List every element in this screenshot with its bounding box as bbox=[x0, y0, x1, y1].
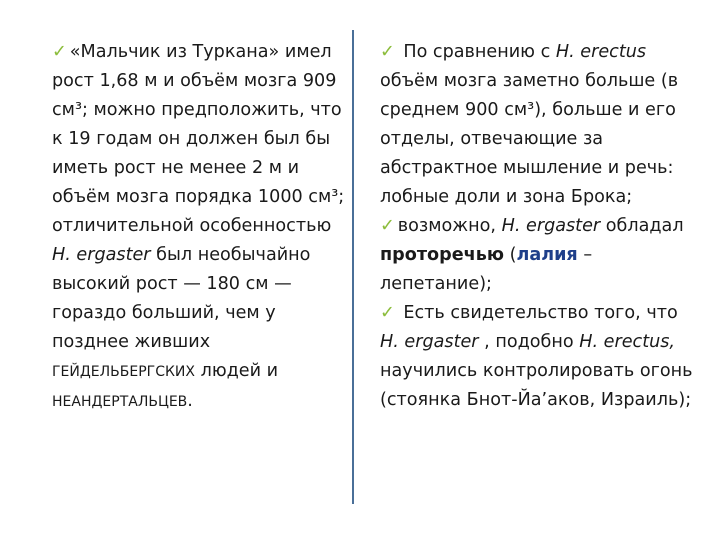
text: . bbox=[187, 391, 193, 411]
text: Есть свидетельство того, что bbox=[403, 303, 678, 323]
species-name: H. erectus, bbox=[579, 332, 676, 352]
text: обладал bbox=[605, 216, 684, 236]
text: По сравнению с bbox=[403, 42, 551, 62]
left-column bbox=[52, 38, 352, 417]
turkana-paragraph bbox=[52, 38, 352, 417]
bold-term: проторечью bbox=[380, 245, 504, 265]
smallcaps-text: НЕАНДЕРТАЛЬЦЕВ bbox=[52, 394, 188, 410]
checkmark-icon: ✓ bbox=[52, 42, 67, 62]
species-name: H. ergaster bbox=[380, 332, 479, 352]
text: объём мозга заметно больше (в среднем 900 см³), больше и его отделы, отвечающие за абстрактное мышление и речь: лобные доли и зона Брока; bbox=[380, 71, 679, 207]
text: «Мальчик из Туркана» имел рост 1,68 м и объём мозга 909 см³; можно предположить, что к 19 годам он должен был бы иметь рост не менее 2 м и объём мозга порядка 1000 см³; отличительной особенностью bbox=[52, 42, 345, 236]
text: научились контролировать огонь (стоянка Бнот-Йа’аков, Израиль); bbox=[380, 361, 693, 410]
species-name: H. erectus bbox=[555, 42, 647, 62]
highlight-term: лалия bbox=[516, 245, 578, 265]
smallcaps-text: ГЕЙДЕЛЬБЕРГСКИХ bbox=[52, 364, 195, 380]
text: людей и bbox=[200, 361, 279, 381]
checkmark-icon: ✓ bbox=[380, 216, 395, 236]
bullet-speech bbox=[380, 212, 700, 299]
bullet-brain bbox=[380, 38, 700, 212]
column-divider bbox=[352, 30, 354, 504]
checkmark-icon: ✓ bbox=[380, 42, 395, 62]
species-name: H. ergaster bbox=[501, 216, 601, 236]
checkmark-icon: ✓ bbox=[380, 303, 395, 323]
text: был необычайно высокий рост — 180 см — гораздо больший, чем у позднее живших bbox=[52, 245, 311, 352]
text: , подобно bbox=[484, 332, 574, 352]
bullet-fire bbox=[380, 299, 700, 415]
text: возможно, bbox=[397, 216, 496, 236]
species-name: H. ergaster bbox=[52, 245, 151, 265]
text: ( bbox=[509, 245, 517, 265]
text: – лепетание); bbox=[380, 245, 593, 294]
right-column bbox=[380, 38, 700, 415]
